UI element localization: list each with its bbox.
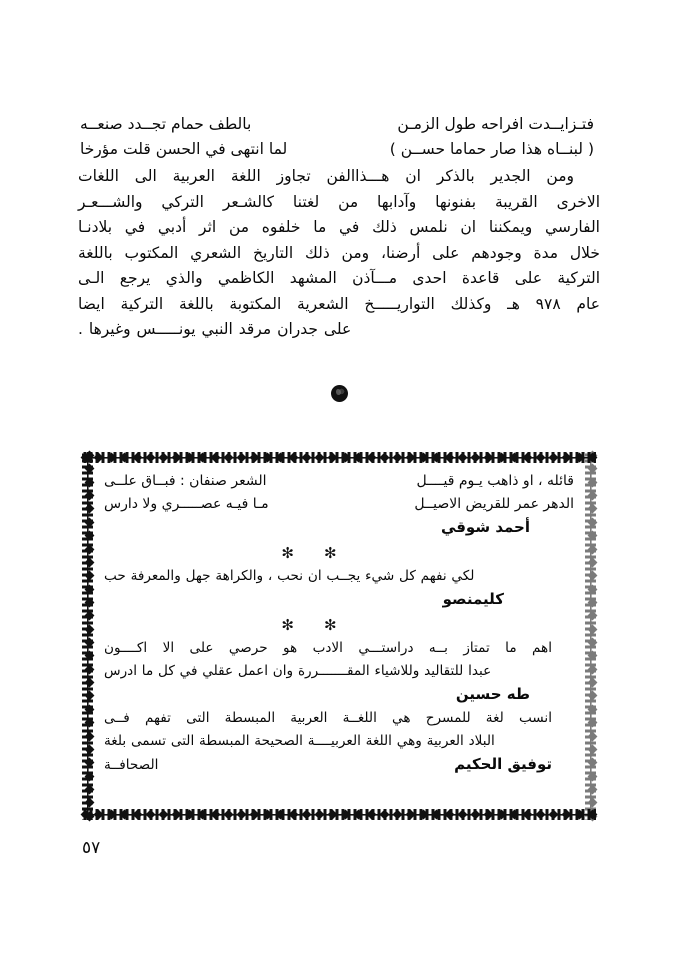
verse-hemistich-left: قائله ، او ذاهب يـوم قيــــل — [416, 473, 574, 489]
quotation-verse-line — [104, 470, 574, 493]
star-separator: ✻✻ — [281, 544, 367, 562]
quotation-line — [104, 637, 574, 660]
quotation-verse-line — [104, 493, 574, 516]
quotation-tail-row — [104, 753, 574, 777]
verse-line — [78, 112, 600, 137]
diamond-chain — [82, 452, 93, 820]
paragraph-line: الفارسي ويمكننا ان نلمس ذلك في ما خلفوه من اثر أدبي في بلادنـا — [78, 218, 600, 236]
quotation-line: البلاد العربية وهي اللغة العربيــــة الصحيحة المبسطة التى تسمى بلغة — [104, 733, 495, 749]
ornament-container — [0, 385, 678, 402]
diamond-chain — [585, 452, 596, 820]
verse-hemistich-right: بالطف حمام تجــدد صنعــه — [80, 115, 252, 133]
body-paragraph — [78, 164, 600, 343]
paragraph-line: على جدران مرقد النبي يونـــــس وغيرها . — [78, 320, 352, 338]
verse-hemistich-right: مـا فيـه عصـــــري ولا دارس — [104, 496, 269, 512]
quotation-line-text: انسب لغة للمسرح هي اللغــة العربية المبسطة التى تفهم فــى — [104, 710, 552, 726]
quotations-box — [82, 452, 596, 820]
diamond-chain — [82, 809, 596, 820]
paragraph-line: خلال مدة وجودهم على أرضنا، ومن ذلك التاريخ الشعري المكتوب باللغة — [78, 243, 600, 262]
verse-hemistich-right: لما انتهى في الحسن قلت مؤرخا — [80, 140, 288, 158]
top-text-block — [78, 112, 600, 343]
box-border-top — [82, 452, 596, 463]
verse-hemistich-left: الدهر عمر للقريض الاصيــل — [414, 496, 574, 512]
quotation-author: توفيق الحكيم — [454, 755, 552, 773]
paragraph-line: التركية على قاعدة احدى مـــآذن المشهد الكاظمي والذي يرجع الـى — [78, 269, 600, 287]
box-border-bottom — [82, 809, 596, 820]
paragraph-line: عام ٩٧٨ هـ وكذلك التواريـــــخ الشعرية المكتوبة باللغة التركية ايضا — [78, 294, 600, 313]
paragraph-line-text: ومن الجدير بالذكر ان هـــذاالفن تجاوز اللغة العربية الى اللغات — [78, 167, 574, 185]
verse-hemistich-right: الشعر صنفان : فبــاق علــى — [104, 473, 267, 489]
quotation-author: طه حسين — [455, 685, 530, 703]
quotation-author: أحمد شوقي — [440, 518, 530, 536]
box-border-right — [585, 452, 596, 820]
paragraph-line — [78, 164, 600, 190]
diamond-chain — [82, 452, 596, 463]
quotation-tail-text: الصحافــة — [104, 757, 159, 773]
quotation-item — [104, 565, 574, 610]
paragraph-line: الاخرى القريبة بفنونها وآدابها من لغتنا كالشـعر التركي والشـــعـر — [78, 192, 600, 211]
quotations-inner — [98, 466, 580, 777]
box-border-left — [82, 452, 93, 820]
quotation-line — [104, 707, 574, 730]
star-separator: ✻✻ — [281, 616, 367, 634]
quotation-item — [104, 637, 574, 705]
quotation-item — [104, 470, 574, 538]
page-number: ٥٧ — [82, 838, 101, 858]
quotation-line: عبدا للتقاليد وللاشياء المقـــــــررة وان اعمل عقلي في كل ما ادرس — [104, 663, 492, 679]
verse-line — [78, 137, 600, 162]
verse-hemistich-left: ( لبنــاه هذا صار حماما حســن ) — [389, 140, 594, 158]
round-ink-ornament-icon — [331, 385, 348, 402]
verse-hemistich-left: فتـزايــدت افراحه طول الزمـن — [397, 115, 594, 133]
quotation-author: كليمنصو — [442, 590, 504, 608]
quotation-line: لكي نفهم كل شيء يجــب ان نحب ، والكراهة جهل والمعرفة حب — [104, 568, 475, 584]
quotation-line-text: اهم ما تمتاز بــه دراستـــي الادب هو حرصي على الا اكــــون — [104, 640, 552, 656]
quotation-item — [104, 707, 574, 777]
